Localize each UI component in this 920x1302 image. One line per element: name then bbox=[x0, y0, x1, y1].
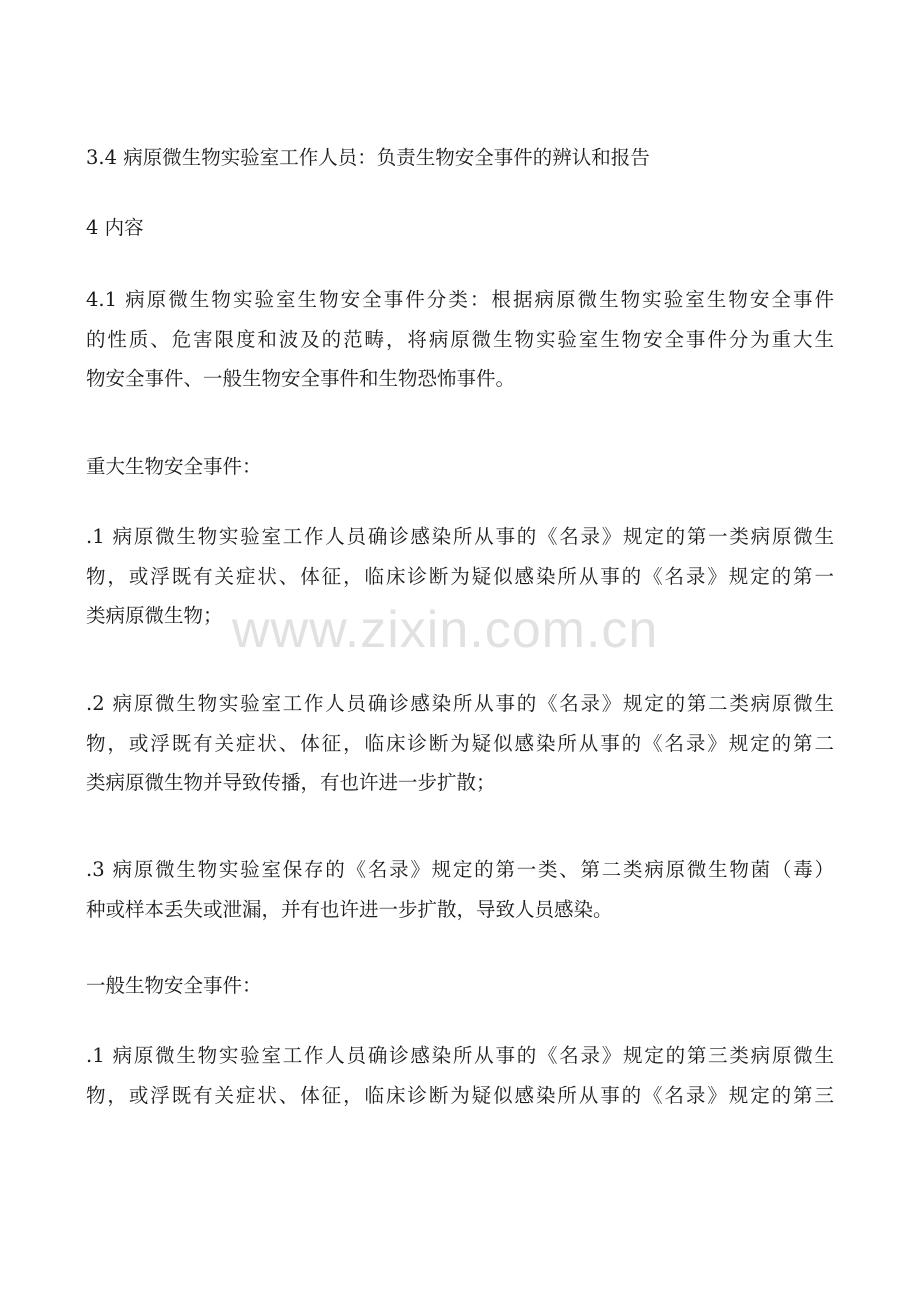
text-line: 物，或浮既有关症状、体征，临床诊断为疑似感染所从事的《名录》规定的第二 bbox=[86, 731, 834, 755]
text-line: 4.1 病原微生物实验室生物安全事件分类：根据病原微生物实验室生物安全事件 bbox=[86, 288, 834, 311]
watermark-text: www.zixin.com.cn bbox=[232, 601, 659, 659]
paragraph-major-1 bbox=[86, 517, 834, 636]
text-line: 重大生物安全事件： bbox=[86, 455, 262, 478]
paragraph-major-3 bbox=[86, 850, 834, 929]
paragraph-general-1 bbox=[86, 1036, 834, 1115]
text-line: 类病原微生物； bbox=[86, 604, 223, 627]
paragraph-3-4 bbox=[86, 138, 834, 178]
text-line: 物，或浮既有关症状、体征，临床诊断为疑似感染所从事的《名录》规定的第一 bbox=[86, 564, 834, 588]
text-line: 类病原微生物并导致传播，有也许进一步扩散； bbox=[86, 771, 496, 794]
text-line: 4 内容 bbox=[86, 216, 144, 239]
paragraph-4-1 bbox=[86, 280, 834, 399]
text-line: .2 病原微生物实验室工作人员确诊感染所从事的《名录》规定的第二类病原微生 bbox=[86, 692, 834, 715]
heading-major-events bbox=[86, 447, 834, 487]
text-line: 3.4 病原微生物实验室工作人员：负责生物安全事件的辨认和报告 bbox=[86, 146, 650, 169]
text-line: 物安全事件、一般生物安全事件和生物恐怖事件。 bbox=[86, 367, 516, 390]
text-line: .1 病原微生物实验室工作人员确诊感染所从事的《名录》规定的第一类病原微生 bbox=[86, 525, 834, 548]
paragraph-major-2 bbox=[86, 684, 834, 803]
text-line: 物，或浮既有关症状、体征，临床诊断为疑似感染所从事的《名录》规定的第三 bbox=[86, 1083, 834, 1107]
text-line: .1 病原微生物实验室工作人员确诊感染所从事的《名录》规定的第三类病原微生 bbox=[86, 1044, 834, 1067]
text-line: 种或样本丢失或泄漏，并有也许进一步扩散，导致人员感染。 bbox=[86, 897, 613, 921]
section-heading-4 bbox=[86, 208, 834, 248]
text-line: 的性质、危害限度和波及的范畴，将病原微生物实验室生物安全事件分为重大生 bbox=[86, 327, 834, 351]
heading-general-events bbox=[86, 966, 834, 1006]
text-line: 一般生物安全事件： bbox=[86, 974, 262, 997]
text-line: .3 病原微生物实验室保存的《名录》规定的第一类、第二类病原微生物菌（毒） bbox=[86, 858, 834, 881]
